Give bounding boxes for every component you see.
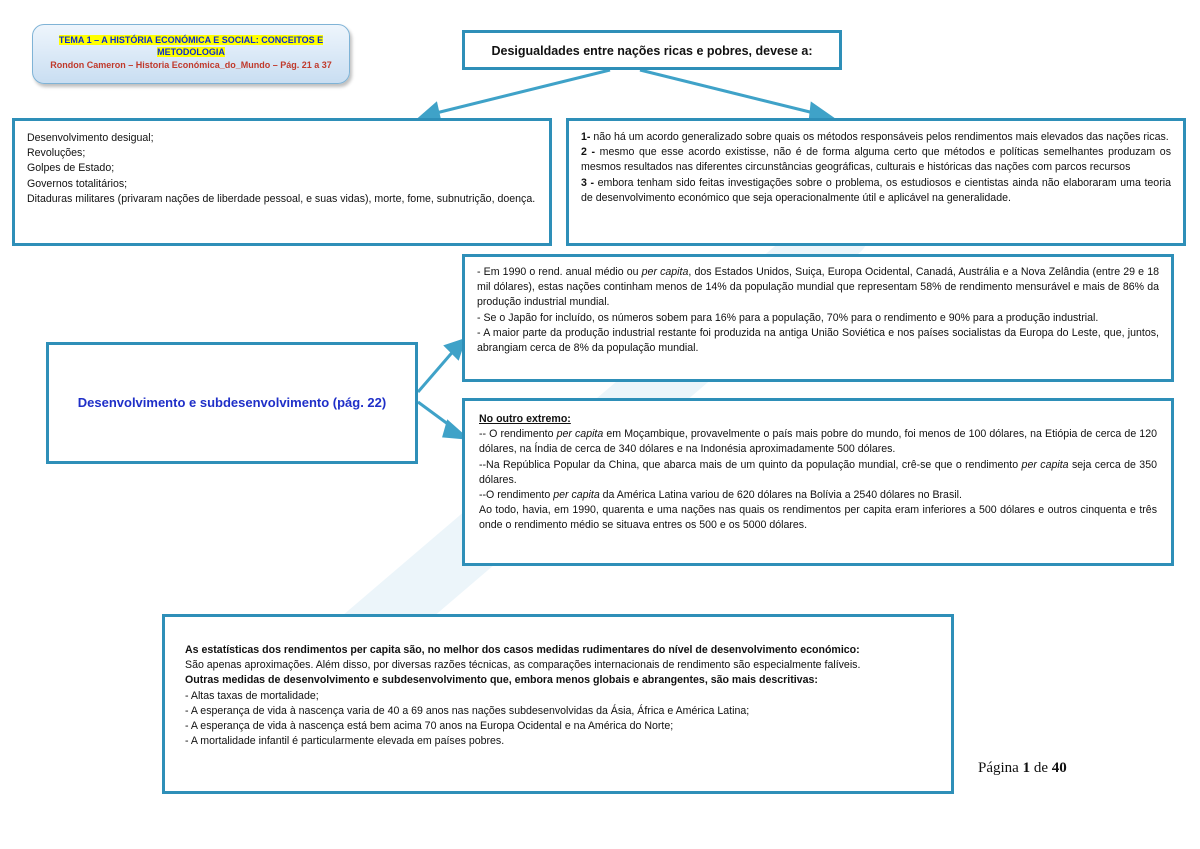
poor-stat-2: --Na República Popular da China, que abarca mais de um quinto da população mundial, crê-se que o rendimento per capita seja cerca de 350 dólares.	[479, 458, 1157, 486]
arrow-up	[418, 348, 456, 392]
poor-stat-1: -- O rendimento per capita em Moçambique, provavelmente o país mais pobre do mundo, foi menos de 100 dólares, na Etiópia de cerca de 120 dólares, na Índia de cerca de 340 dólares e na Indonésia aproximadamente 500 dólares.	[479, 428, 1157, 456]
measure-item: - A esperança de vida à nascença varia de 40 a 69 anos nas nações subdesenvolvidas da Ásia, África e América Latina;	[185, 704, 750, 717]
poor-heading: No outro extremo:	[479, 413, 571, 425]
measure-item: - Altas taxas de mortalidade;	[185, 689, 319, 702]
reason-item: 2 - mesmo que esse acordo existisse, não é de forma alguma certo que métodos e políticas semelhantes produzam os mesmos resultados nas diferentes circunstâncias geográficas, culturais e históricas das nações com parcos recursos	[581, 146, 1171, 174]
measures-heading-1: As estatísticas dos rendimentos per capita são, no melhor dos casos medidas rudimentares do nível de desenvolvimento económico:	[185, 644, 860, 656]
measures-box	[162, 614, 954, 794]
causes-box	[12, 118, 552, 246]
development-title-box	[46, 342, 418, 464]
poor-stat-3: --O rendimento per capita da América Latina variou de 620 dólares na Bolívia a 2540 dólares no Brasil.	[479, 489, 962, 502]
cause-item: Revoluções;	[27, 147, 86, 160]
poor-nations-box	[462, 398, 1174, 566]
measure-item: - A mortalidade infantil é particularmente elevada em países pobres.	[185, 735, 505, 748]
measures-heading-2: Outras medidas de desenvolvimento e subdesenvolvimento que, embora menos globais e abrangentes, são mais descritivas:	[185, 674, 818, 687]
cause-item: Governos totalitários;	[27, 177, 128, 190]
page-number: Página 1 de 40	[978, 760, 1067, 776]
topic-label	[32, 24, 350, 84]
measure-item: - A esperança de vida à nascença está bem acima 70 anos na Europa Ocidental e na América do Norte;	[185, 720, 674, 733]
main-question: Desigualdades entre nações ricas e pobres, devese a:	[462, 30, 842, 70]
cause-item: Golpes de Estado;	[27, 162, 115, 175]
poor-stat-4: Ao todo, havia, em 1990, quarenta e uma nações nas quais os rendimentos per capita eram inferiores a 500 dólares e outros cinquenta e três onde o rendimento médio se situava entres os 500 e os 5000 dólares.	[479, 504, 1157, 532]
arrow-right	[640, 70, 818, 114]
rich-stat-3: - A maior parte da produção industrial restante foi produzida na antiga União Soviética e nos países socialistas da Europa do Leste, que, juntos, abrangiam cerca de 8% da população mundial.	[477, 326, 1159, 355]
reason-item: 1- não há um acordo generalizado sobre quais os métodos responsáveis pelos rendimentos mais elevados das nações ricas.	[581, 131, 1169, 143]
rich-stat-2: - Se o Japão for incluído, os números sobem para 16% para a população, 70% para o rendimento e 90% para a produção industrial.	[477, 311, 1099, 324]
arrow-left	[432, 70, 610, 114]
reasons-box	[566, 118, 1186, 246]
cause-item: Ditaduras militares (privaram nações de liberdade pessoal, e suas vidas), morte, fome, subnutrição, doença.	[27, 192, 536, 205]
rich-stat-1: - Em 1990 o rend. anual médio ou per capita, dos Estados Unidos, Suiça, Europa Ocidental, Canadá, Austrália e a Nova Zelândia (entre 29 e 18 mil dólares), estas nações continham menos de 14% da população mundial que representam 58% de rendimento mensurável e mais de 86% da produção industrial mundial.	[477, 266, 1159, 309]
reason-item: 3 - embora tenham sido feitas investigações sobre o problema, os estudiosos e cientistas ainda não elaboraram uma teoria de desenvolvimento económico que seja operacionalmente útil e aplicável na generalidade.	[581, 176, 1171, 204]
measures-line-1: São apenas aproximações. Além disso, por diversas razões técnicas, as comparações internacionais de rendimento são especialmente falíveis.	[185, 659, 861, 672]
topic-source: Rondon Cameron – Historia Económica_do_Mundo – Pág. 21 a 37	[50, 60, 332, 70]
development-title: Desenvolvimento e subdesenvolvimento (pág. 22)	[77, 395, 387, 411]
rich-nations-box	[462, 254, 1174, 382]
cause-item: Desenvolvimento desigual;	[27, 132, 154, 144]
topic-title: TEMA 1 – A HISTÓRIA ECONÓMICA E SOCIAL: CONCEITOS E METODOLOGIA	[58, 35, 324, 57]
